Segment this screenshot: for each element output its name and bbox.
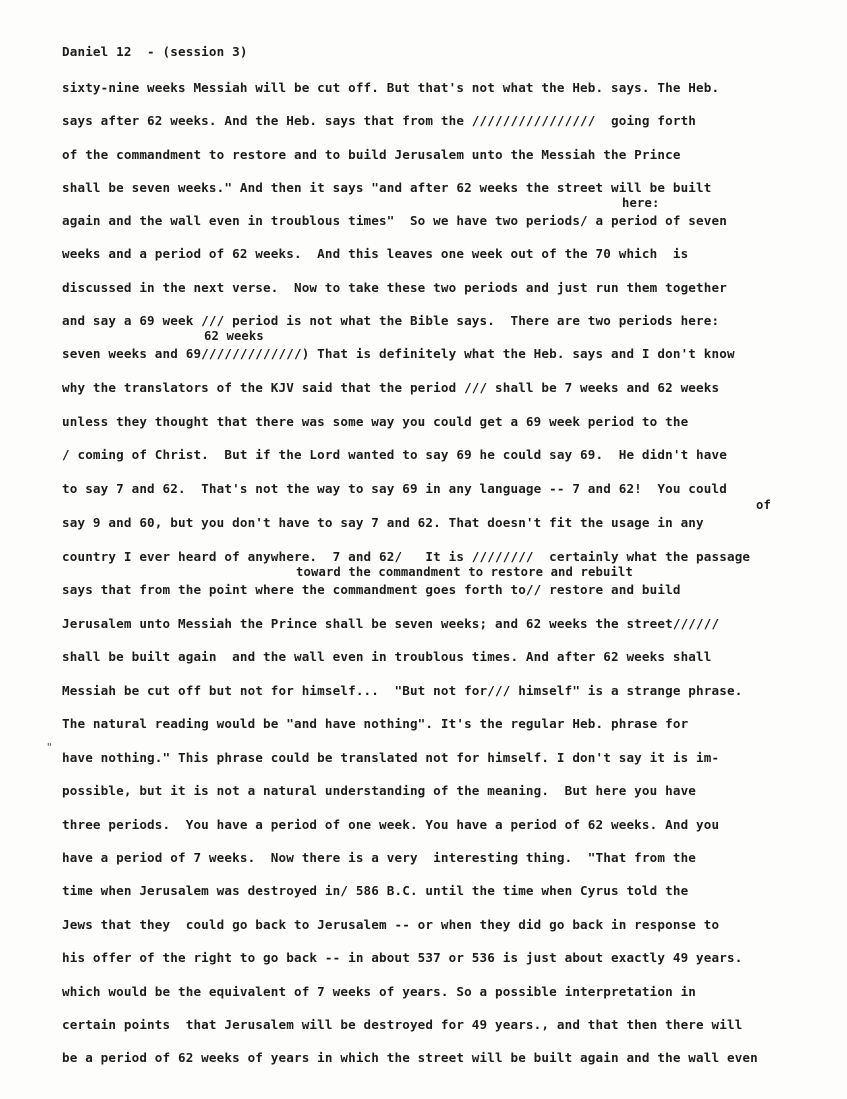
text-line-7: discussed in the next verse. Now to take these two periods and just run them together [62,280,727,295]
text-line-16: says that from the point where the commandment goes forth to// restore and build [62,582,681,597]
text-line-19: Messiah be cut off but not for himself... "But not for/// himself" is a strange phrase. [62,683,743,698]
text-line-15: country I ever heard of anywhere. 7 and 62/ It is //////// certainly what the passage [62,549,751,564]
margin-mark: " [46,741,53,754]
text-line-3: of the commandment to restore and to build Jerusalem unto the Messiah the Prince [62,147,681,162]
insertion-62-weeks: 62 weeks [204,329,264,343]
text-line-28: which would be the equivalent of 7 weeks of years. So a possible interpretation in [62,984,697,999]
text-line-17: Jerusalem unto Messiah the Prince shall be seven weeks; and 62 weeks the street////// [62,616,720,631]
text-line-14: say 9 and 60, but you don't have to say 7 and 62. That doesn't fit the usage in any [62,515,704,530]
page-header: Daniel 12 - (session 3) [62,44,248,59]
text-line-11: unless they thought that there was some way you could get a 69 week period to the [62,414,689,429]
text-line-9: seven weeks and 69/////////////) That is definitely what the Heb. says and I don't know [62,346,735,361]
text-line-24: have a period of 7 weeks. Now there is a very interesting thing. "That from the [62,850,697,865]
text-line-22: possible, but it is not a natural understanding of the meaning. But here you have [62,783,697,798]
insertion-toward: toward the commandment to restore and rebuilt [296,565,633,579]
text-line-6: weeks and a period of 62 weeks. And this leaves one week out of the 70 which is [62,246,689,261]
insertion-here: here: [622,196,660,210]
text-line-25: time when Jerusalem was destroyed in/ 586 B.C. until the time when Cyrus told the [62,883,689,898]
text-line-27: his offer of the right to go back -- in about 537 or 536 is just about exactly 49 years. [62,950,743,965]
text-line-2: says after 62 weeks. And the Heb. says that from the //////////////// going forth [62,113,697,128]
text-line-5: again and the wall even in troublous times" So we have two periods/ a period of seven [62,213,727,228]
text-line-4: shall be seven weeks." And then it says "and after 62 weeks the street will be built [62,180,712,195]
text-line-30: be a period of 62 weeks of years in which the street will be built again and the wall even [62,1050,758,1065]
text-line-18: shall be built again and the wall even in troublous times. And after 62 weeks shall [62,649,712,664]
insertion-of: of [756,498,771,512]
text-line-1: sixty-nine weeks Messiah will be cut off. But that's not what the Heb. says. The Heb. [62,80,720,95]
text-line-26: Jews that they could go back to Jerusalem -- or when they did go back in response to [62,917,720,932]
text-line-8: and say a 69 week /// period is not what the Bible says. There are two periods here: [62,313,720,328]
text-line-12: / coming of Christ. But if the Lord wanted to say 69 he could say 69. He didn't have [62,447,727,462]
text-line-21: have nothing." This phrase could be translated not for himself. I don't say it is im- [62,750,720,765]
text-line-10: why the translators of the KJV said that the period /// shall be 7 weeks and 62 weeks [62,380,720,395]
text-line-20: The natural reading would be "and have nothing". It's the regular Heb. phrase for [62,716,689,731]
text-line-13: to say 7 and 62. That's not the way to say 69 in any language -- 7 and 62! You could [62,481,727,496]
text-line-29: certain points that Jerusalem will be destroyed for 49 years., and that then there will [62,1017,743,1032]
text-line-23: three periods. You have a period of one week. You have a period of 62 weeks. And you [62,817,720,832]
